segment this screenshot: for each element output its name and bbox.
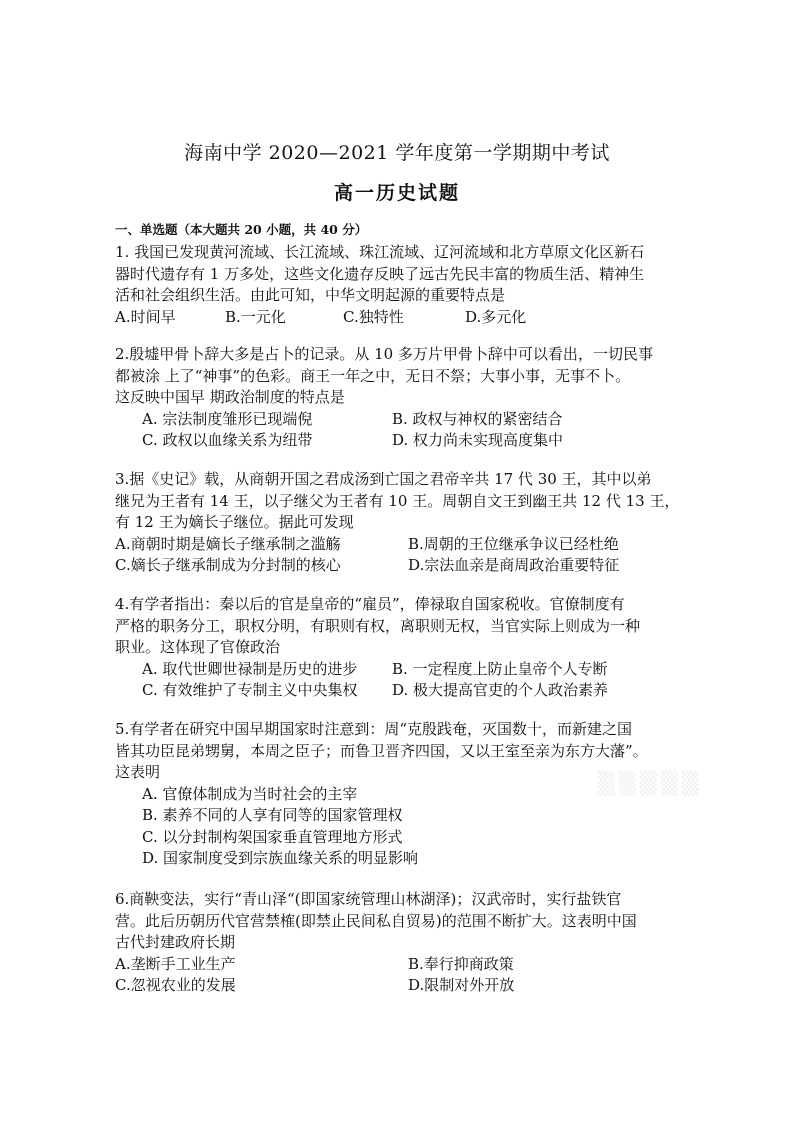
question-6-options-row-2: [115, 975, 695, 997]
question-2: [115, 344, 695, 452]
question-3: [115, 469, 695, 577]
question-3-option-d: D.宗法血亲是商周政治重要特征: [408, 556, 620, 574]
question-4-stem: 4.有学者指出：秦以后的官是皇帝的“雇员”，俸禄取自国家税收。官僚制度有 严格的职务分工，职权分明，有职则有权，离职则无权，当官实际上则成为一种 职业。这体现了官僚政治: [115, 595, 641, 656]
faint-watermark: ▒▒▒▒▒: [598, 772, 703, 797]
section-heading: 一、单选题（本大题共 20 小题，共 40 分）: [115, 222, 368, 237]
question-6-option-c: C.忽视农业的发展: [115, 976, 236, 994]
question-3-option-b: B.周朝的王位继承争议已经杜绝: [408, 534, 619, 553]
question-5-option-b: B. 素养不同的人享有同等的国家管理权: [142, 806, 403, 824]
question-1-stem: 1. 我国已发现黄河流域、长江流域、珠江流域、辽河流域和北方草原文化区新石 器时代遗存有 1 万多处，这些文化遗存反映了远古先民丰富的物质生活、精神生 活和社会组织生活。由此可知，中华文明起源的重要特点是: [115, 243, 645, 304]
question-6-option-a: A.垄断手工业生产: [115, 954, 236, 973]
question-6-stem: 6.商鞅变法，实行“青山泽“(即国家统管理山林湖泽)；汉武帝时，实行盐铁官 营。此后历朝历代官营禁榷(即禁止民间私自贸易)的范围不断扩大。这表明中国 古代封建政府长期: [115, 890, 637, 951]
question-3-option-a: A.商朝时期是嫡长子继承制之滥觞: [115, 534, 341, 553]
question-2-option-a: A. 宗法制度雏形已现端倪: [142, 409, 313, 428]
question-6-option-d: D.限制对外开放: [408, 976, 515, 994]
question-1-options: [115, 307, 695, 329]
question-2-option-b: B. 政权与神权的紧密结合: [392, 409, 563, 428]
question-6: [115, 889, 695, 997]
question-6-options-row-1: [115, 954, 695, 976]
question-2-options-row-2: [115, 430, 695, 452]
question-5-option-d: D. 国家制度受到宗族血缘关系的明显影响: [142, 849, 419, 867]
question-3-options-row-2: [115, 555, 695, 577]
question-3-stem: 3.据《史记》载，从商朝开国之君成汤到亡国之君帝辛共 17 代 30 王，其中以弟 继兄为王者有 14 王，以子继父为王者有 10 王。周朝自文王到幽王共 12 代 13 王， 有 12 王为嫡长子继位。据此可发现: [115, 470, 680, 531]
question-4-option-b: B. 一定程度上防止皇帝个人专断: [392, 659, 608, 678]
question-4-options-row-1: [115, 659, 695, 681]
question-4-options-row-2: [115, 680, 695, 702]
question-5-option-c: C. 以分封制构架国家垂直管理地方形式: [142, 827, 403, 846]
question-4-option-d: D. 极大提高官吏的个人政治素养: [392, 681, 609, 699]
exam-title: 海南中学 2020—2021 学年度第一学期期中考试: [184, 142, 610, 164]
question-2-option-c: C. 政权以血缘关系为纽带: [142, 431, 313, 449]
question-1-option-c: C.独特性: [343, 307, 404, 326]
question-5-option-a: A. 官僚体制成为当时社会的主宰: [142, 784, 358, 803]
question-2-stem: 2.殷墟甲骨卜辞大多是占卜的记录。从 10 多万片甲骨卜辞中可以看出，一切民事 都被涂 上了“神事”的色彩。商王一年之中，无日不祭；大事小事，无事不卜。 这反映中国早 期政治制度的特点是: [115, 345, 653, 406]
question-1-option-b: B.一元化: [225, 307, 286, 326]
question-4-option-c: C. 有效维护了专制主义中央集权: [142, 681, 358, 699]
question-5-stem: 5.有学者在研究中国早期国家时注意到：周“克殷践奄，灭国数十，而新建之国 皆其功臣昆弟甥舅，本周之臣子；而鲁卫晋齐四国，又以王室至亲为东方大藩”。 这表明: [115, 720, 648, 781]
question-1-option-a: A.时间早: [115, 307, 176, 326]
question-4-option-a: A. 取代世卿世禄制是历史的进步: [142, 659, 358, 678]
question-3-options-row-1: [115, 534, 695, 556]
question-6-option-b: B.奉行抑商政策: [408, 954, 514, 973]
question-2-option-d: D. 权力尚未实现高度集中: [392, 431, 564, 449]
question-1: [115, 242, 695, 328]
question-1-option-d: D.多元化: [465, 307, 527, 326]
question-2-options-row-1: [115, 409, 695, 431]
exam-subtitle: 高一历史试题: [333, 182, 460, 204]
question-4: [115, 594, 695, 702]
question-3-option-c: C.嫡长子继承制成为分封制的核心: [115, 556, 341, 574]
